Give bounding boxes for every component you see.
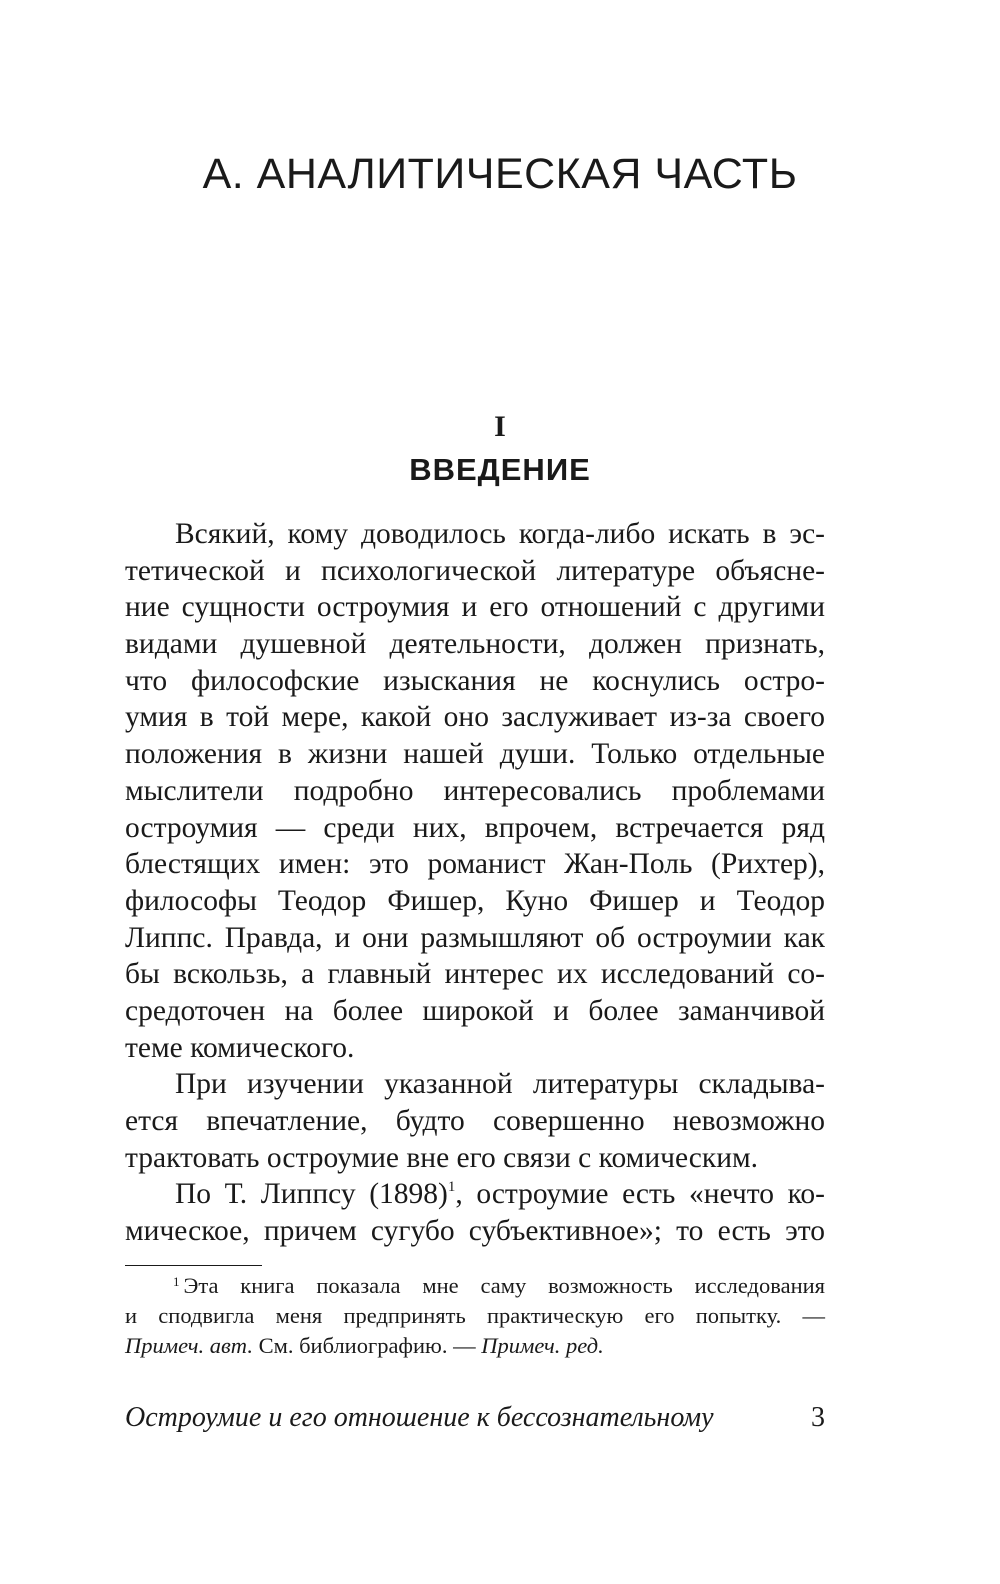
footnote-line: и сподвигла меня предпринять практическую его попытку. — (125, 1303, 825, 1328)
page-number: 3 (811, 1402, 825, 1433)
footnote-line (125, 1271, 825, 1301)
footnote-mark: 1 (173, 1274, 180, 1289)
text-segment: , остроумие есть «нечто ко- (455, 1178, 825, 1211)
text-line: Всякий, кому доводилось когда-либо искать в эс- (175, 518, 825, 550)
footnote-separator (125, 1265, 262, 1266)
text-line: тетической и психологической литературе объясне- (125, 554, 825, 587)
footnote-text: Эта книга показала мне саму возможность исследования (183, 1273, 825, 1298)
footnote (125, 1271, 825, 1361)
chapter-number: I (494, 410, 506, 443)
text-segment: По Т. Липпсу (1898) (175, 1178, 448, 1211)
text-line: блестящих имен: это романист Жан-Поль (Рихтер), (125, 848, 825, 881)
text-line: умия в той мере, какой оно заслуживает из-за своего (125, 701, 825, 734)
part-title: А. АНАЛИТИЧЕСКАЯ ЧАСТЬ (202, 150, 798, 198)
text-line: что философские изыскания не коснулись остро- (125, 664, 825, 697)
footnote-author-note: Примеч. авт. (125, 1333, 253, 1358)
text-line: мическое, причем сугубо субъективное»; то есть это (125, 1215, 825, 1248)
footnote-editor-note: Примеч. ред. (481, 1333, 604, 1358)
text-line: трактовать остроумие вне его связи с комическим. (125, 1141, 759, 1174)
footnote-text: См. библиографию. — (252, 1333, 482, 1358)
text-line: средоточен на более широкой и более заманчивой (125, 994, 825, 1027)
running-footer: Остроумие и его отношение к бессознательному (125, 1402, 714, 1433)
chapter-title: ВВЕДЕНИЕ (409, 452, 591, 487)
text-line: Липпс. Правда, и они размышляют об остроумии как (125, 921, 825, 954)
footnote-line (125, 1331, 825, 1361)
text-line: видами душевной деятельности, должен признать, (125, 628, 825, 661)
text-line: ется впечатление, будто совершенно невозможно (125, 1105, 825, 1137)
text-line: бы вскользь, а главный интерес их исследований со- (125, 958, 825, 991)
body-text (125, 516, 825, 1250)
text-line: философы Теодор Фишер, Куно Фишер и Теодор (125, 884, 825, 917)
text-line: остроумия — среди них, впрочем, встречается ряд (125, 811, 825, 844)
text-line-with-footnote-ref (125, 1176, 825, 1213)
text-line: мыслители подробно интересовались проблемами (125, 774, 825, 807)
text-line: ние сущности остроумия и его отношений с другими (125, 591, 825, 624)
footnote-reference[interactable]: 1 (447, 1179, 456, 1196)
text-line: При изучении указанной литературы складыва- (175, 1068, 825, 1101)
text-line: положения в жизни нашей души. Только отдельные (125, 738, 825, 771)
text-line: теме комического. (125, 1031, 355, 1064)
